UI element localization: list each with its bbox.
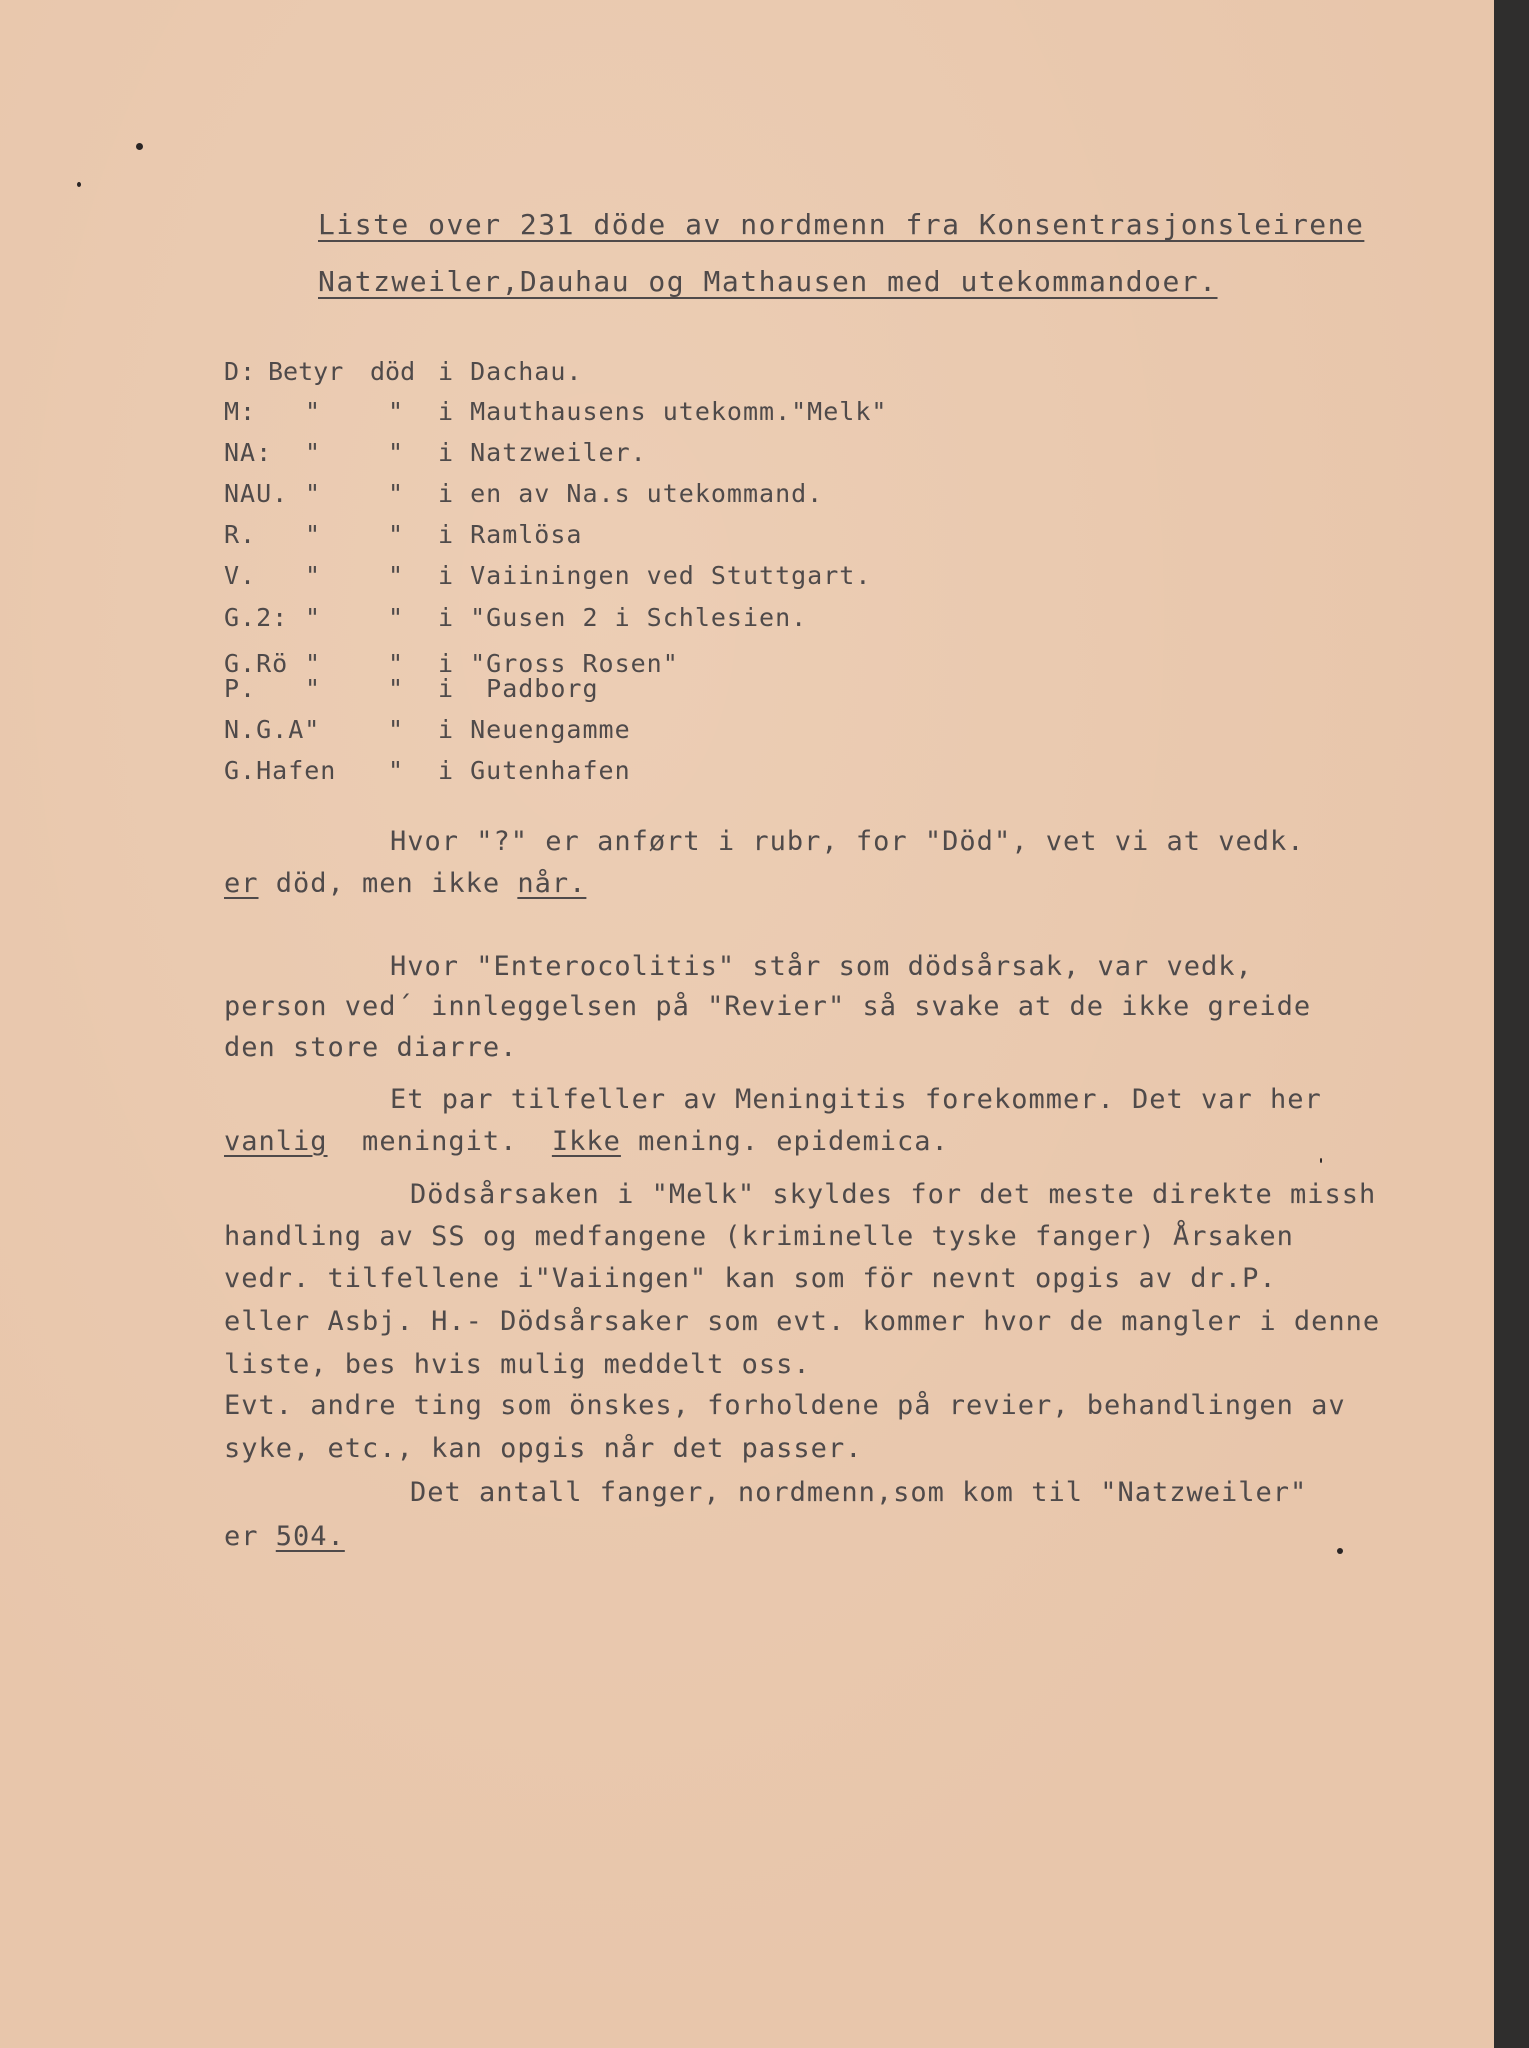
legend-ditto: " xyxy=(388,438,404,467)
legend-place: i Ramlösa xyxy=(438,520,583,549)
legend-code: M: xyxy=(224,397,257,426)
paragraph-line xyxy=(224,867,586,901)
paragraph-line xyxy=(224,1520,345,1554)
paragraph-line: vedr. tilfellene i"Vaiingen" kan som för nevnt opgis av dr.P. xyxy=(224,1263,1277,1294)
legend-ditto: Betyr xyxy=(268,357,344,386)
legend-code: P. xyxy=(224,674,257,703)
legend-place: i "Gross Rosen" xyxy=(438,649,679,678)
legend-code: D: xyxy=(224,357,257,386)
ink-speck xyxy=(77,182,81,187)
legend-place: i Natzweiler. xyxy=(438,438,647,467)
underlined-word: er xyxy=(224,868,259,899)
paragraph-line: Evt. andre ting som önskes, forholdene på revier, behandlingen av xyxy=(224,1390,1346,1421)
legend-place: i Dachau. xyxy=(438,357,583,386)
legend-ditto: " xyxy=(305,397,321,426)
legend-ditto: " xyxy=(305,603,321,632)
legend-ditto: " xyxy=(388,674,404,703)
paragraph-line: Et par tilfeller av Meningitis forekommer. Det var her xyxy=(390,1084,1322,1115)
legend-code: G.2: xyxy=(224,603,289,632)
paragraph-line: handling av SS og medfangene (kriminelle tyske fanger) Årsaken xyxy=(224,1221,1294,1252)
legend-ditto: " xyxy=(305,520,321,549)
legend-place: i Padborg xyxy=(438,674,599,703)
legend-ditto: " xyxy=(305,561,321,590)
title-line-2: Natzweiler,Dauhau og Mathausen med utekommandoer. xyxy=(318,265,1218,298)
legend-place: i Mauthausens utekomm."Melk" xyxy=(438,397,888,426)
legend-code: N.G.A" xyxy=(224,715,321,744)
legend-ditto: " xyxy=(388,649,404,678)
legend-ditto: " xyxy=(388,397,404,426)
legend-place: i Neuengamme xyxy=(438,715,631,744)
legend-place: i en av Na.s utekommand. xyxy=(438,479,824,508)
legend-place: i Gutenhafen xyxy=(438,756,631,785)
legend-code: V. xyxy=(224,561,257,590)
legend-ditto: död xyxy=(370,357,416,386)
underlined-word: Ikke xyxy=(551,1126,621,1157)
ink-speck xyxy=(1337,1548,1343,1554)
paragraph-fragment: meningit. xyxy=(327,1126,552,1157)
underlined-word: når. xyxy=(517,868,587,899)
legend-code: NA: xyxy=(224,438,273,467)
paragraph-line: Dödsårsaken i "Melk" skyldes for det meste direkte missh xyxy=(410,1179,1377,1210)
legend-ditto: " xyxy=(388,756,404,785)
legend-ditto: " xyxy=(388,479,404,508)
legend-place: i "Gusen 2 i Schlesien. xyxy=(438,603,808,632)
scan-border xyxy=(1494,0,1529,2048)
paragraph-line: den store diarre. xyxy=(224,1032,518,1063)
legend-code: NAU. xyxy=(224,479,289,508)
underlined-word: vanlig xyxy=(224,1126,328,1157)
legend-ditto: " xyxy=(305,674,321,703)
paragraph-fragment: död, men ikke xyxy=(258,868,518,899)
legend-ditto: " xyxy=(305,649,321,678)
paragraph-line: eller Asbj. H.- Dödsårsaker som evt. kommer hvor de mangler i denne xyxy=(224,1306,1381,1337)
legend-ditto: " xyxy=(388,715,404,744)
legend-ditto: " xyxy=(388,561,404,590)
legend-code: G.Rö xyxy=(224,649,289,678)
paragraph-line xyxy=(224,1125,949,1159)
paragraph-line: liste, bes hvis mulig meddelt oss. xyxy=(224,1349,811,1380)
legend-place: i Vaiiningen ved Stuttgart. xyxy=(438,561,872,590)
legend-ditto: " xyxy=(305,438,321,467)
legend-ditto: " xyxy=(388,603,404,632)
title-line-1: Liste over 231 döde av nordmenn fra Konsentrasjonsleirene xyxy=(318,208,1365,241)
paragraph-fragment: mening. epidemica. xyxy=(620,1126,949,1157)
paragraph-line: Hvor "?" er anført i rubr, for "Död", vet vi at vedk. xyxy=(390,826,1305,857)
paragraph-line: syke, etc., kan opgis når det passer. xyxy=(224,1433,863,1464)
ink-speck xyxy=(1320,1158,1322,1163)
legend-ditto: " xyxy=(388,520,404,549)
legend-code: R. xyxy=(224,520,257,549)
paragraph-line: Det antall fanger, nordmenn,som kom til "Natzweiler" xyxy=(410,1477,1308,1508)
underlined-number: 504. xyxy=(275,1521,345,1552)
paragraph-line: person ved´ innleggelsen på "Revier" så svake at de ikke greide xyxy=(224,991,1312,1022)
paragraph-line: Hvor "Enterocolitis" står som dödsårsak, var vedk, xyxy=(390,951,1253,982)
legend-code: G.Hafen xyxy=(224,756,337,785)
paragraph-fragment: er xyxy=(224,1521,276,1552)
ink-speck xyxy=(136,143,143,150)
legend-ditto: " xyxy=(305,479,321,508)
